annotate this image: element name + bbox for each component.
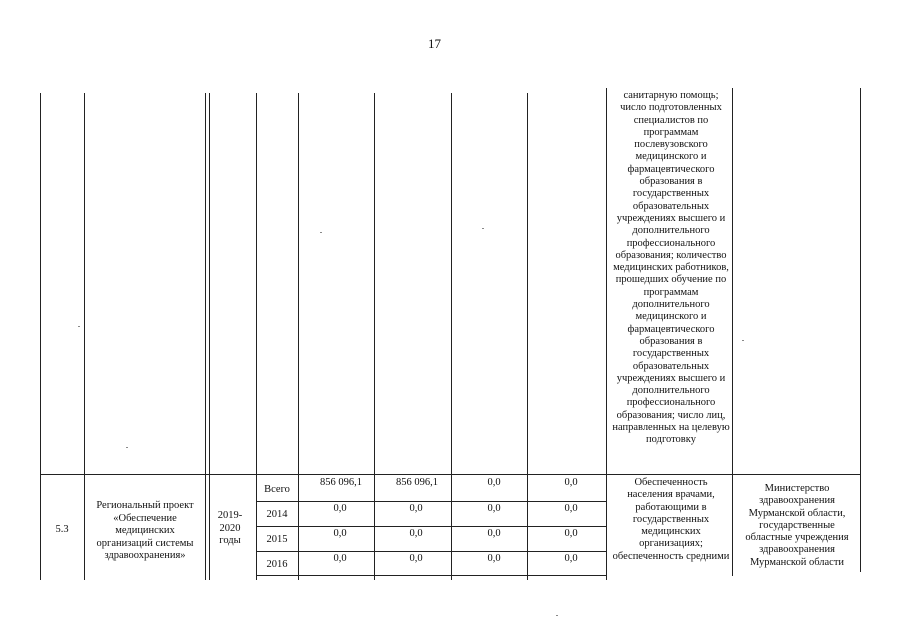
value-cell: 0,0 (333, 528, 347, 539)
col-line (606, 88, 607, 580)
col-line (205, 93, 206, 580)
col-line (860, 88, 861, 572)
scan-speck (320, 232, 322, 233)
col-line (84, 93, 85, 580)
project-name: Региональный проект «Обеспечение медицинских организаций системы здравоохранения» (96, 500, 194, 561)
col-line (40, 93, 41, 580)
indicators-text: Обеспеченность населения врачами, работающими в государственных медицинских организациях; обеспеченность средними (612, 477, 730, 562)
scan-speck (482, 228, 484, 229)
row-separator (40, 474, 861, 475)
period: 2019-2020 годы (217, 510, 243, 546)
value-cell: 0,0 (564, 477, 578, 488)
page-number: 17 (428, 36, 441, 51)
scan-speck (126, 447, 128, 448)
scan-speck (742, 340, 744, 341)
value-cell: 0,0 (409, 553, 423, 564)
year-separator (256, 526, 607, 527)
value-cell: 0,0 (487, 553, 501, 564)
value-cell: 0,0 (487, 477, 501, 488)
value-cell: 0,0 (564, 553, 578, 564)
year-separator (256, 501, 607, 502)
value-cell: 0,0 (333, 503, 347, 514)
year-separator (256, 575, 607, 576)
scan-speck (78, 326, 80, 327)
year-label: 2015 (266, 534, 288, 545)
col-line (298, 93, 299, 580)
value-cell: 0,0 (333, 553, 347, 564)
col-line (256, 93, 257, 580)
year-label: 2014 (266, 509, 288, 520)
year-label: Всего (264, 484, 290, 495)
value-cell: 0,0 (487, 503, 501, 514)
year-separator (256, 551, 607, 552)
col-line (451, 93, 452, 580)
value-cell: 0,0 (564, 528, 578, 539)
executor-text: Министерство здравоохранения Мурманской области, государственные областные учреждения здравоохранения Мурманской области (745, 483, 849, 568)
col-line (374, 93, 375, 580)
value-cell: 856 096,1 (396, 477, 438, 488)
value-cell: 0,0 (487, 528, 501, 539)
continued-indicators-text: санитарную помощь; число подготовленных специалистов по программам послевузовского медицинского и фармацевтического образования в государственных образовательных учреждениях высшего и дополнительного профессионального образования; количество медицинских работников, прошедших обучение по программам дополнительного медицинского и фармацевтического образования в государственных образовательных учреждениях высшего и дополнительного профессионального образования; число лиц, направленных на целевую подготовку (612, 90, 730, 446)
value-cell: 0,0 (409, 503, 423, 514)
row-number: 5.3 (55, 524, 69, 535)
col-line (527, 93, 528, 580)
scan-speck (556, 615, 558, 616)
value-cell: 856 096,1 (320, 477, 362, 488)
col-line (732, 88, 733, 576)
year-label: 2016 (266, 559, 288, 570)
col-line (209, 93, 210, 580)
value-cell: 0,0 (564, 503, 578, 514)
value-cell: 0,0 (409, 528, 423, 539)
